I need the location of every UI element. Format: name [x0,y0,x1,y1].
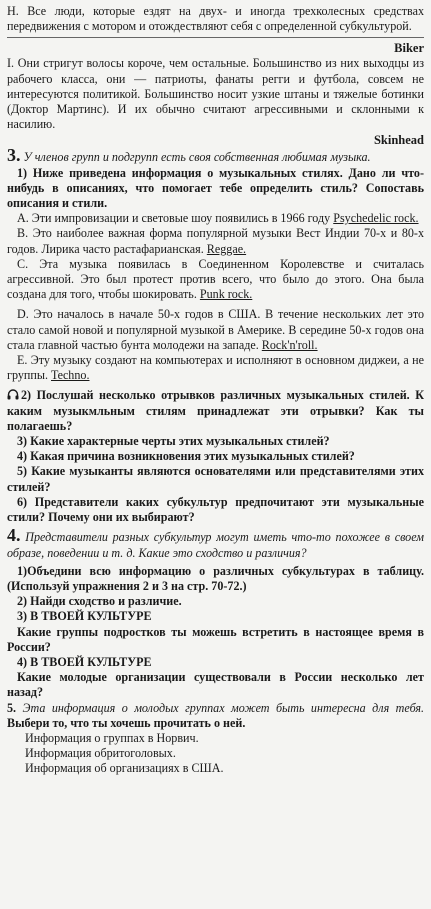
exercise-5-intro: 5. Эта информация о молодых группах может быть интересна для тебя. Выбери то, что ты хочешь прочитать о ней. [7,700,424,730]
exercise-3-task-4: 4) Какая причина возникновения этих музыкальных стилей? [17,449,355,464]
label-skinhead: Skinhead [373,133,424,148]
exercise-4-task-1: 1)Объедини всю информацию о различных субкультурах в таблицу. (Используй упражнения 2 и 3 на стр. 70-72.) [7,563,424,593]
style-a-name: Psychedelic rock. [333,211,419,226]
style-e: E. Эту музыку создают на компьютерах и исполняют в основном диджеи, а не группы. Techno. [7,353,424,383]
style-e-name: Techno. [51,368,90,383]
style-a: A. Эти импровизации и световые шоу появились в 1966 году Psychedelic rock. [17,211,419,226]
info-item: Информация обритоголовых. [25,746,176,761]
label-biker: Biker [394,41,424,56]
exercise-3-task-5: 5) Какие музыканты являются основателями или представителями этих стилей? [7,464,424,494]
section-h-text: H. Все люди, которые ездят на двух- и иногда трехколесных средствах передвижения с мотором и отождествляют себя с определенной субкультурой. [7,4,424,34]
exercise-4-intro: 4. Представители разных субкультур могут иметь что-то похожее в своем образе, поведении и т. д. Какие это сходство и различия? [7,525,425,560]
divider [7,37,424,38]
exercise-4-task-4: 4) В ТВОЕЙ КУЛЬТУРЕ [17,654,152,669]
style-d-name: Rock'n'roll. [261,337,318,352]
exercise-3-task-1: 1) Ниже приведена информация о музыкальных стилях. Дано ли что-нибудь в описаниях, что помогает тебе определить стиль? Сопоставь описания и стили. [7,165,424,211]
section-i-text: I. Они стригут волосы короче, чем остальные. Большинство из них выходцы из рабочего класса, они — патриоты, фанаты регги и футбола, совсем не интересуются политикой. Большинство носит узкие штаны и тяжелые ботинки (Доктор Мартинс). И их обычно считают агрессивными и склонными к насилию. [7,56,424,132]
exercise-3-task-2: 2) Послушай несколько отрывков различных музыкальных стилей. К каким музыкмльным стилям принадлежат эти отрывки? Как ты полагаешь? [7,388,424,433]
exercise-4-number: 4. [7,525,21,546]
headphones-icon [7,389,19,400]
exercise-3-number: 3. [7,145,21,166]
style-c: C. Эта музыка появилась в Соединенном Королевстве и считалась агрессивной. Это был протест против всего, что было до этого. Она была создана для того, чтобы шокировать. Punk rock. [7,256,424,302]
style-b-name: Reggae. [206,241,247,256]
exercise-3-task-3: 3) Какие характерные черты этих музыкальных стилей? [17,434,330,449]
exercise-4-question-4: Какие молодые организации существовали в России несколько лет назад? [7,670,424,700]
exercise-3-intro: 3. У членов групп и подгрупп есть своя собственная любимая музыка. [7,145,371,166]
exercise-4-question-3: Какие группы подростков ты можешь встретить в настоящее время в России? [7,624,424,654]
exercise-3-task-6: 6) Представители каких субкультур предпочитают эти музыкальные стили? Почему они их выбирают? [7,494,424,525]
exercise-5-number: 5. [7,700,17,715]
exercise-4-task-2: 2) Найди сходство и различие. [17,594,182,609]
style-c-name: Punk rock. [199,287,253,302]
style-b: B. Это наиболее важная форма популярной музыки Вест Индии 70-х и 80-х годов. Лирика часто растафарианская. Reggae. [7,226,424,256]
info-item: Информация о группах в Норвич. [25,730,199,745]
style-d: D. Это началось в начале 50-х годов в США. В течение нескольких лет это стало самой новой и популярной музыкой в Америке. В середине 50-х годов она стала главной частью бунта молодежи на западе. Rock'n'roll. [7,307,424,352]
info-item: Информация об организациях в США. [25,761,224,776]
exercise-4-task-3: 3) В ТВОЕЙ КУЛЬТУРЕ [17,609,152,624]
